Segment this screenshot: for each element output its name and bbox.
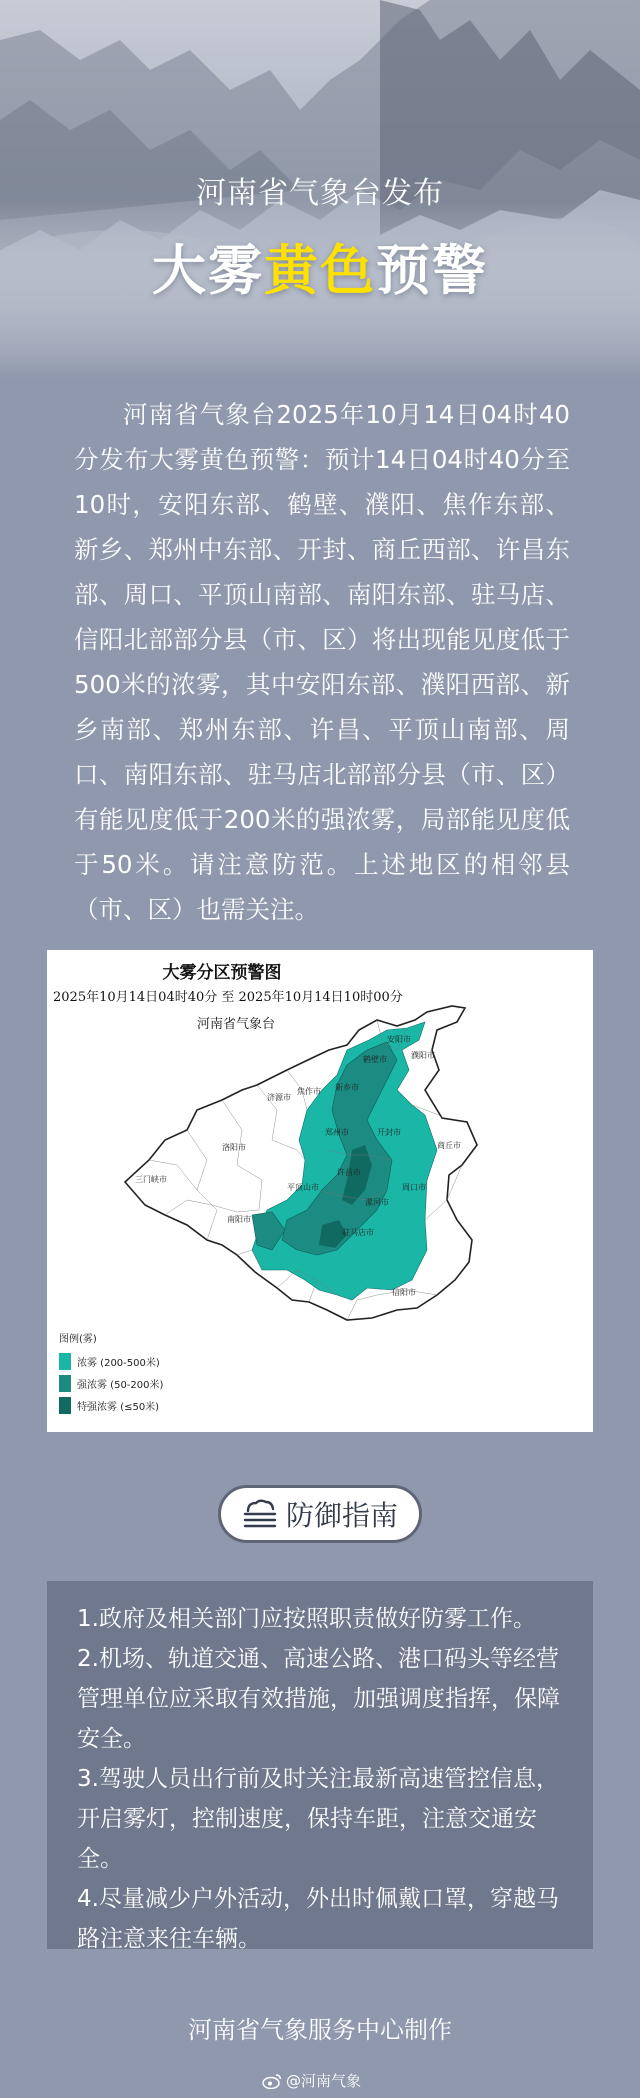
city-label: 郑州市: [325, 1128, 349, 1137]
warning-title: [0, 228, 640, 305]
city-label: 濮阳市: [411, 1051, 435, 1060]
city-label: 许昌市: [337, 1168, 361, 1177]
header-banner: [0, 0, 640, 380]
city-label: 开封市: [377, 1128, 401, 1137]
defense-guide-button[interactable]: [218, 1485, 422, 1543]
map-title: 大雾分区预警图: [162, 963, 282, 983]
guide-tip: 3.驾驶人员出行前及时关注最新高速管控信息，开启雾灯，控制速度，保持车距，注意交通安全。: [77, 1766, 559, 1872]
defense-guide-label: 防御指南: [285, 1499, 398, 1532]
city-label: 洛阳市: [222, 1143, 246, 1152]
weibo-watermark: [262, 2070, 361, 2091]
guide-tip: 1.政府及相关部门应按照职责做好防雾工作。: [77, 1606, 536, 1632]
guide-tip: 4.尽量减少户外活动，外出时佩戴口罩，穿越马路注意来往车辆。: [77, 1886, 559, 1952]
legend-label: 强浓雾 (50-200米): [77, 1379, 164, 1391]
city-label: 安阳市: [387, 1035, 411, 1044]
legend-swatch: [59, 1375, 71, 1392]
producer-credit: 河南省气象服务中心制作: [188, 2016, 452, 2044]
fog-warning-map: [47, 950, 593, 1432]
city-label: 平顶山市: [287, 1183, 319, 1192]
warning-title-post: 预警: [376, 239, 488, 302]
city-label: 信阳市: [392, 1288, 416, 1297]
defense-guide-panel: [47, 1581, 593, 1952]
weibo-handle: @河南气象: [286, 2072, 362, 2090]
city-label: 南阳市: [227, 1215, 251, 1224]
city-label: 周口市: [402, 1183, 426, 1192]
city-label: 济源市: [267, 1093, 291, 1102]
map-issuer: 河南省气象台: [197, 1017, 276, 1032]
map-legend: [59, 1330, 163, 1416]
city-label: 鹤壁市: [363, 1055, 387, 1064]
city-label: 三门峡市: [135, 1175, 167, 1184]
city-label: 新乡市: [335, 1083, 359, 1092]
warning-title-pre: 大雾: [152, 239, 264, 302]
legend-title: 图例(雾): [59, 1334, 97, 1345]
guide-tip: 2.机场、轨道交通、高速公路、港口码头等经营管理单位应采取有效措施，加强调度指挥，保障安全。: [77, 1646, 560, 1752]
legend-label: 浓雾 (200-500米): [77, 1357, 160, 1369]
warning-bulletin-text: 河南省气象台2025年10月14日04时40分发布大雾黄色预警：预计14日04时40分至10时，安阳东部、鹤壁、濮阳、焦作东部、新乡、郑州中东部、开封、商丘西部、许昌东部、周口、平顶山南部、南阳东部、驻马店、信阳北部部分县（市、区）将出现能见度低于500米的浓雾，其中安阳东部、濮阳西部、新乡南部、郑州东部、许昌、平顶山南部、周口、南阳东部、驻马店北部部分县（市、区）有能见度低于200米的强浓雾，局部能见度低于50米。请注意防范。上述地区的相邻县（市、区）也需关注。: [74, 400, 570, 924]
city-label: 驻马店市: [342, 1228, 374, 1237]
city-label: 漯河市: [365, 1198, 389, 1207]
issuer-heading: 河南省气象台发布: [196, 176, 444, 211]
legend-item: [59, 1350, 163, 1372]
legend-label: 特强浓雾 (≤50米): [77, 1401, 160, 1413]
legend-item: [59, 1394, 163, 1416]
legend-swatch: [59, 1397, 71, 1414]
city-label: 商丘市: [437, 1141, 461, 1150]
legend-item: [59, 1372, 163, 1394]
legend-swatch: [59, 1353, 71, 1370]
fog-icon: [242, 1499, 278, 1529]
city-label: 焦作市: [297, 1087, 321, 1096]
weibo-icon: [262, 2073, 282, 2089]
warning-level: 黄色: [264, 239, 376, 302]
map-time-range: 2025年10月14日04时40分 至 2025年10月14日10时00分: [53, 990, 403, 1005]
